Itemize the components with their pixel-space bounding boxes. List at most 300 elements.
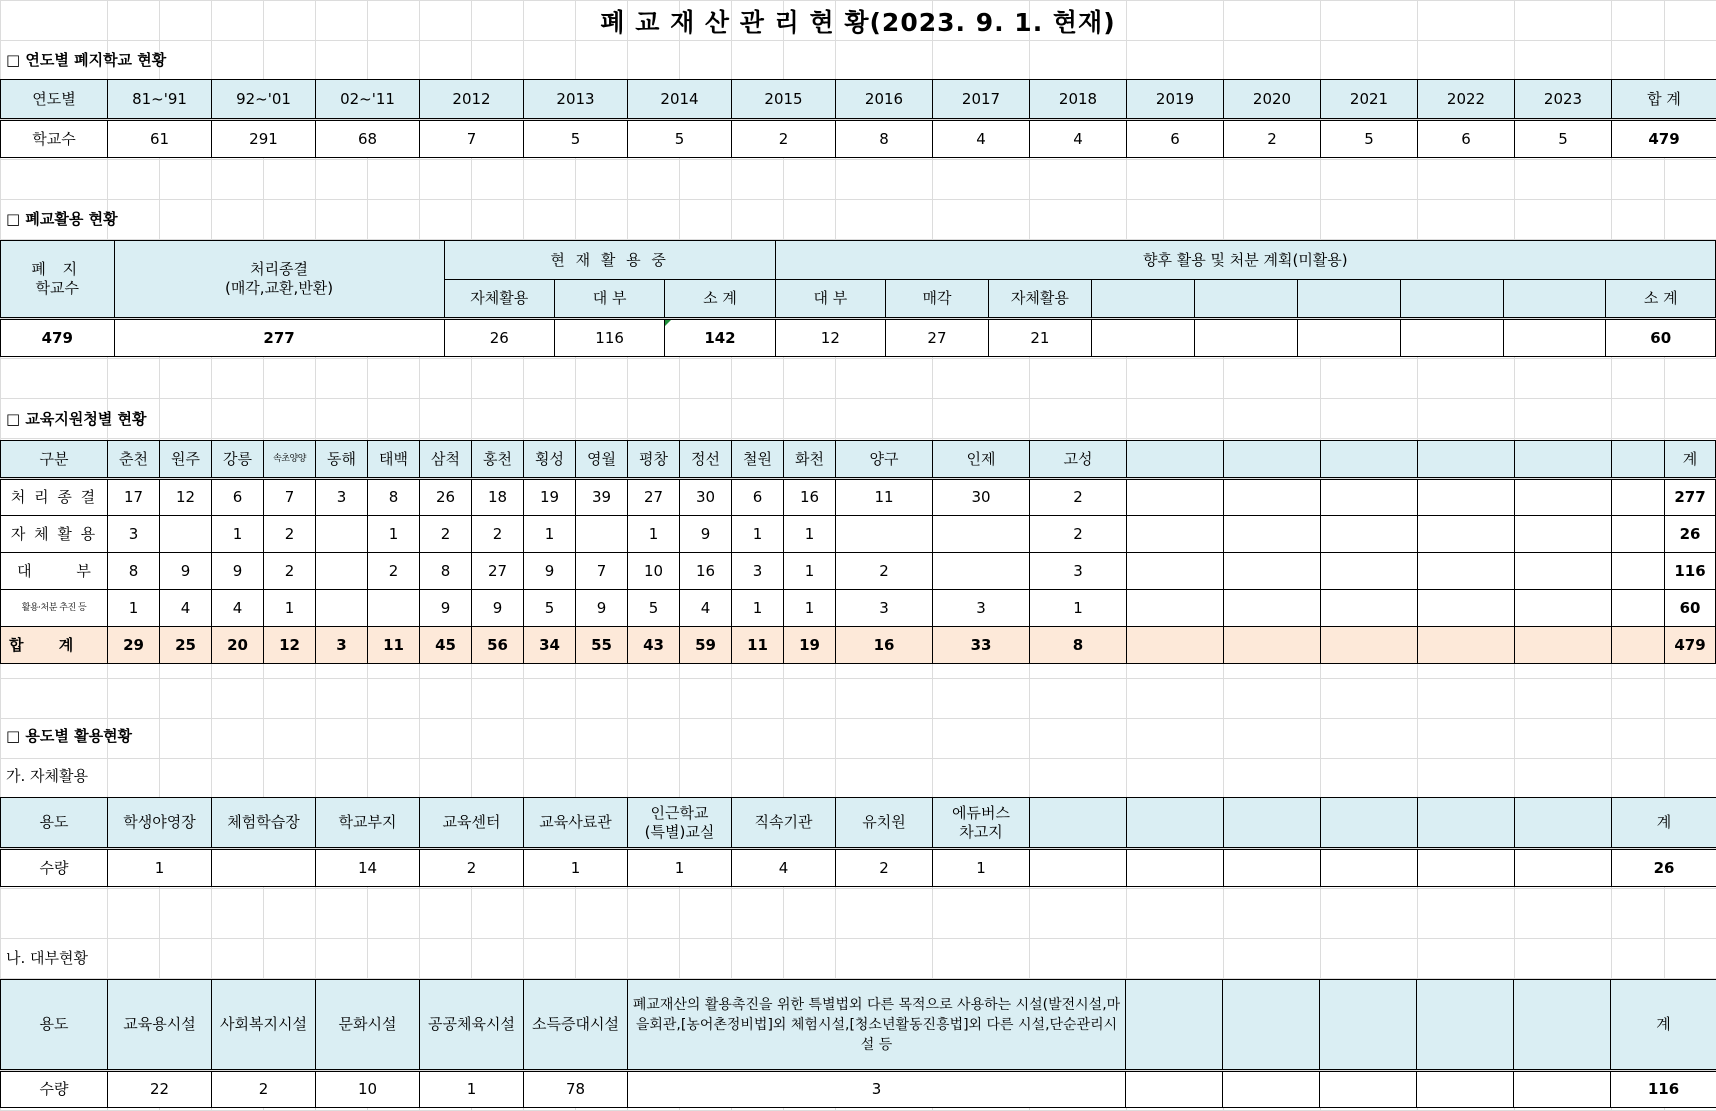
year-value-cell: 6 — [1127, 120, 1224, 158]
empty-cell — [1127, 627, 1224, 664]
empty-header — [1091, 280, 1194, 319]
gridline — [0, 199, 1716, 200]
empty-header — [1418, 798, 1515, 849]
office-value-cell: 9 — [212, 553, 264, 590]
office-value-cell: 3 — [933, 590, 1030, 627]
empty-cell — [1321, 479, 1418, 516]
office-value-cell: 11 — [836, 479, 933, 516]
current-lease-value: 116 — [554, 319, 664, 357]
gridline — [0, 159, 1716, 160]
gridline — [0, 678, 1716, 679]
row-label: 수량 — [1, 1071, 108, 1108]
office-header-cell: 춘천 — [108, 441, 160, 479]
year-value-cell: 2 — [1224, 120, 1321, 158]
row-label: 수량 — [1, 849, 108, 887]
office-value-cell: 12 — [160, 479, 212, 516]
empty-header — [1297, 280, 1400, 319]
office-value-cell: 11 — [732, 627, 784, 664]
empty-cell — [1400, 319, 1503, 357]
empty-cell — [1321, 516, 1418, 553]
empty-header — [1321, 441, 1418, 479]
office-value-cell: 25 — [160, 627, 212, 664]
future-lease-value: 12 — [775, 319, 885, 357]
office-value-cell: 8 — [108, 553, 160, 590]
header-cell: 용도 — [1, 798, 108, 849]
year-value-cell: 7 — [420, 120, 524, 158]
office-value-cell — [160, 516, 212, 553]
office-value-cell: 18 — [472, 479, 524, 516]
office-value-cell: 55 — [576, 627, 628, 664]
gridline — [0, 0, 1716, 1]
office-value-cell: 3 — [108, 516, 160, 553]
empty-header — [1515, 441, 1612, 479]
office-value-cell: 1 — [368, 516, 420, 553]
row-label: 처 리 종 결 — [1, 479, 108, 516]
office-value-cell: 1 — [1030, 590, 1127, 627]
current-subtotal-text: 142 — [704, 329, 735, 347]
year-value-cell: 5 — [628, 120, 732, 158]
year-value-cell: 4 — [933, 120, 1030, 158]
office-value-cell: 3 — [1030, 553, 1127, 590]
office-value-cell: 8 — [368, 479, 420, 516]
office-value-cell: 2 — [264, 516, 316, 553]
office-value-cell: 45 — [420, 627, 472, 664]
office-value-cell: 9 — [472, 590, 524, 627]
office-value-cell: 16 — [836, 627, 933, 664]
office-value-cell: 7 — [264, 479, 316, 516]
office-value-cell: 33 — [933, 627, 1030, 664]
future-self-use-value: 21 — [988, 319, 1091, 357]
offices-data-row — [1, 479, 1716, 516]
offices-header-row — [1, 441, 1716, 479]
office-value-cell — [576, 516, 628, 553]
office-value-cell: 56 — [472, 627, 524, 664]
year-header-cell: 81~'91 — [108, 80, 212, 120]
gridline — [0, 758, 1716, 759]
empty-header — [1194, 280, 1297, 319]
lease-purpose-header-cell: 공공체육시설 — [420, 980, 524, 1071]
year-header-cell: 2020 — [1224, 80, 1321, 120]
completed-header — [114, 241, 444, 319]
year-header-cell: 2018 — [1030, 80, 1127, 120]
office-header-cell: 양구 — [836, 441, 933, 479]
empty-cell — [1321, 849, 1418, 887]
empty-header — [1514, 980, 1611, 1071]
office-value-cell: 9 — [524, 553, 576, 590]
empty-cell — [1224, 553, 1321, 590]
empty-cell — [1515, 590, 1612, 627]
future-plan-group-header: 향후 활용 및 처분 계획(미활용) — [775, 241, 1715, 280]
office-value-cell: 10 — [628, 553, 680, 590]
empty-header — [1612, 441, 1665, 479]
year-header-cell: 92~'01 — [212, 80, 316, 120]
year-value-cell: 2 — [732, 120, 836, 158]
office-value-cell: 19 — [784, 627, 836, 664]
current-self-use-value: 26 — [444, 319, 554, 357]
year-value-cell: 4 — [1030, 120, 1127, 158]
office-header-cell: 영월 — [576, 441, 628, 479]
office-value-cell: 3 — [316, 627, 368, 664]
header-cell: 용도 — [1, 980, 108, 1071]
year-header-cell: 2021 — [1321, 80, 1418, 120]
empty-header — [1127, 441, 1224, 479]
office-value-cell: 6 — [212, 479, 264, 516]
lease-purpose-value-cell: 22 — [108, 1071, 212, 1108]
section-heading-yearly: □ 연도별 폐지학교 현황 — [6, 50, 166, 70]
year-header-cell: 2019 — [1127, 80, 1224, 120]
year-header-cell: 2015 — [732, 80, 836, 120]
office-value-cell: 3 — [836, 590, 933, 627]
total-value-cell: 277 — [1665, 479, 1716, 516]
office-value-cell: 27 — [628, 479, 680, 516]
empty-cell — [1127, 849, 1224, 887]
purpose-value-cell: 1 — [933, 849, 1030, 887]
row-label: 대 부 — [1, 553, 108, 590]
office-value-cell — [316, 553, 368, 590]
empty-cell — [1127, 553, 1224, 590]
office-value-cell: 4 — [212, 590, 264, 627]
year-value-cell: 5 — [1321, 120, 1418, 158]
empty-cell — [1030, 849, 1127, 887]
purpose-value-cell — [212, 849, 316, 887]
empty-header — [1515, 798, 1612, 849]
lease-purpose-value-cell: 1 — [420, 1071, 524, 1108]
office-value-cell: 1 — [732, 590, 784, 627]
purpose-header-cell: 에듀버스 차고지 — [933, 798, 1030, 849]
empty-header — [1321, 798, 1418, 849]
empty-cell — [1297, 319, 1400, 357]
current-subtotal-value — [665, 319, 775, 357]
office-value-cell: 2 — [472, 516, 524, 553]
future-sale-value: 27 — [886, 319, 989, 357]
self-use-quantity-row — [1, 849, 1716, 887]
section-heading-offices: □ 교육지원청별 현황 — [6, 409, 147, 429]
office-value-cell — [836, 516, 933, 553]
office-header-cell: 고성 — [1030, 441, 1127, 479]
empty-cell — [1612, 590, 1665, 627]
year-header-cell: 2014 — [628, 80, 732, 120]
lease-purpose-value-cell: 78 — [524, 1071, 628, 1108]
empty-cell — [1320, 1071, 1417, 1108]
office-value-cell: 11 — [368, 627, 420, 664]
lease-header-row — [1, 980, 1716, 1071]
office-value-cell: 30 — [933, 479, 1030, 516]
year-value-cell: 291 — [212, 120, 316, 158]
total-value-cell: 116 — [1665, 553, 1716, 590]
subsection-self-use-title: 가. 자체활용 — [6, 766, 88, 786]
subsection-lease-title: 나. 대부현황 — [6, 948, 88, 968]
purpose-header-cell: 교육센터 — [420, 798, 524, 849]
year-header-cell: 2012 — [420, 80, 524, 120]
office-value-cell: 8 — [1030, 627, 1127, 664]
year-value-cell: 5 — [524, 120, 628, 158]
empty-cell — [1515, 553, 1612, 590]
usage-status-table — [0, 240, 1716, 357]
year-value-cell: 68 — [316, 120, 420, 158]
empty-cell — [1126, 1071, 1223, 1108]
year-value-cell: 61 — [108, 120, 212, 158]
office-value-cell: 1 — [108, 590, 160, 627]
office-value-cell: 29 — [108, 627, 160, 664]
empty-header — [1223, 980, 1320, 1071]
empty-header — [1503, 280, 1606, 319]
office-header-cell: 홍천 — [472, 441, 524, 479]
year-value-cell: 8 — [836, 120, 933, 158]
closed-schools-value: 479 — [1, 319, 115, 357]
purpose-header-cell: 체험학습장 — [212, 798, 316, 849]
page-title: 폐 교 재 산 관 리 현 황(2023. 9. 1. 현재) — [0, 4, 1716, 42]
office-value-cell: 16 — [680, 553, 732, 590]
yearly-header-row — [1, 80, 1716, 120]
office-value-cell: 1 — [264, 590, 316, 627]
lease-purpose-value-cell: 2 — [212, 1071, 316, 1108]
lease-quantity-row — [1, 1071, 1716, 1108]
empty-cell — [1418, 479, 1515, 516]
current-subtotal-header: 소 계 — [665, 280, 775, 319]
empty-cell — [1127, 516, 1224, 553]
future-subtotal-header: 소 계 — [1606, 280, 1716, 319]
office-value-cell: 30 — [680, 479, 732, 516]
row-label: 자 체 활 용 — [1, 516, 108, 553]
gridline — [0, 718, 1716, 719]
purpose-value-cell: 2 — [420, 849, 524, 887]
office-value-cell: 26 — [420, 479, 472, 516]
lease-purpose-header-cell: 문화시설 — [316, 980, 420, 1071]
year-header-cell: 2016 — [836, 80, 933, 120]
empty-cell — [1418, 590, 1515, 627]
closed-header-line1: 폐 지 — [1, 260, 114, 279]
total-value-cell: 26 — [1612, 849, 1716, 887]
total-header-cell: 계 — [1611, 980, 1716, 1071]
usage-value-row — [1, 319, 1716, 357]
cell-comment-marker — [665, 320, 671, 326]
lease-purpose-header-cell: 교육용시설 — [108, 980, 212, 1071]
empty-cell — [1418, 849, 1515, 887]
empty-cell — [1418, 553, 1515, 590]
completed-header-line1: 처리종결 — [115, 260, 444, 279]
office-value-cell: 6 — [732, 479, 784, 516]
purpose-value-cell: 14 — [316, 849, 420, 887]
purpose-header-cell: 학생야영장 — [108, 798, 212, 849]
office-header-cell: 횡성 — [524, 441, 576, 479]
empty-cell — [1091, 319, 1194, 357]
office-value-cell: 5 — [628, 590, 680, 627]
year-header-cell: 2023 — [1515, 80, 1612, 120]
office-value-cell — [368, 590, 420, 627]
offices-data-row — [1, 516, 1716, 553]
office-header-cell: 정선 — [680, 441, 732, 479]
purpose-header-cell: 학교부지 — [316, 798, 420, 849]
year-header-cell: 2022 — [1418, 80, 1515, 120]
office-value-cell: 1 — [212, 516, 264, 553]
lease-purpose-value-cell: 10 — [316, 1071, 420, 1108]
row-label: 합 계 — [1, 627, 108, 664]
purpose-value-cell: 1 — [524, 849, 628, 887]
office-value-cell: 7 — [576, 553, 628, 590]
office-value-cell: 5 — [524, 590, 576, 627]
row-label: 활용·처분 추진 등 — [1, 590, 108, 627]
offices-data-row — [1, 590, 1716, 627]
empty-header — [1127, 798, 1224, 849]
gridline — [0, 358, 1716, 359]
row-label: 학교수 — [1, 120, 108, 158]
office-value-cell: 1 — [628, 516, 680, 553]
office-value-cell: 16 — [784, 479, 836, 516]
empty-header — [1320, 980, 1417, 1071]
office-value-cell: 4 — [680, 590, 732, 627]
office-value-cell: 9 — [420, 590, 472, 627]
empty-cell — [1515, 849, 1612, 887]
office-header-cell: 동해 — [316, 441, 368, 479]
office-header-cell: 철원 — [732, 441, 784, 479]
completed-header-line2: (매각,교환,반환) — [115, 279, 444, 298]
empty-cell — [1612, 627, 1665, 664]
future-subtotal-value: 60 — [1606, 319, 1716, 357]
office-value-cell: 2 — [1030, 516, 1127, 553]
empty-cell — [1612, 553, 1665, 590]
completed-value: 277 — [114, 319, 444, 357]
empty-header — [1400, 280, 1503, 319]
office-value-cell: 2 — [420, 516, 472, 553]
office-value-cell: 3 — [732, 553, 784, 590]
empty-cell — [1321, 590, 1418, 627]
office-value-cell: 1 — [784, 590, 836, 627]
empty-cell — [1418, 627, 1515, 664]
office-value-cell: 1 — [732, 516, 784, 553]
empty-cell — [1224, 627, 1321, 664]
office-value-cell: 3 — [316, 479, 368, 516]
total-value-cell: 60 — [1665, 590, 1716, 627]
office-value-cell: 2 — [264, 553, 316, 590]
office-value-cell: 20 — [212, 627, 264, 664]
empty-cell — [1224, 849, 1321, 887]
empty-header — [1030, 798, 1127, 849]
total-header-cell: 합 계 — [1612, 80, 1716, 120]
lease-purpose-header-cell: 폐교재산의 활용촉진을 위한 특별법외 다른 목적으로 사용하는 시설(발전시설,마을회관,[농어촌정비법]외 체험시설,[청소년활동진흥법]외 다른 시설,단순관리시설 등 — [628, 980, 1126, 1071]
office-header-cell: 원주 — [160, 441, 212, 479]
empty-cell — [1515, 479, 1612, 516]
year-header-cell: 2013 — [524, 80, 628, 120]
header-cell: 연도별 — [1, 80, 108, 120]
empty-cell — [1224, 479, 1321, 516]
total-value-cell: 479 — [1665, 627, 1716, 664]
empty-cell — [1612, 479, 1665, 516]
office-header-cell: 평창 — [628, 441, 680, 479]
office-value-cell: 9 — [680, 516, 732, 553]
office-value-cell — [933, 516, 1030, 553]
office-value-cell: 39 — [576, 479, 628, 516]
offices-sum-row — [1, 627, 1716, 664]
empty-cell — [1321, 627, 1418, 664]
office-header-cell: 강릉 — [212, 441, 264, 479]
self-use-header-row — [1, 798, 1716, 849]
empty-header — [1224, 798, 1321, 849]
gridline — [0, 398, 1716, 399]
current-lease-header: 대 부 — [554, 280, 664, 319]
empty-cell — [1223, 1071, 1320, 1108]
empty-header — [1224, 441, 1321, 479]
empty-cell — [1224, 590, 1321, 627]
total-value-cell: 116 — [1611, 1071, 1716, 1108]
empty-cell — [1194, 319, 1297, 357]
office-value-cell: 27 — [472, 553, 524, 590]
empty-cell — [1224, 516, 1321, 553]
office-value-cell: 4 — [160, 590, 212, 627]
yearly-count-row — [1, 120, 1716, 158]
gridline — [0, 938, 1716, 939]
total-value-cell: 26 — [1665, 516, 1716, 553]
usage-header-row-1 — [1, 241, 1716, 280]
future-lease-header: 대 부 — [775, 280, 885, 319]
office-header-cell: 속초양양 — [264, 441, 316, 479]
year-header-cell: 2017 — [933, 80, 1030, 120]
year-value-cell: 5 — [1515, 120, 1612, 158]
lease-purpose-header-cell: 소득증대시설 — [524, 980, 628, 1071]
office-value-cell — [933, 553, 1030, 590]
office-header-cell: 삼척 — [420, 441, 472, 479]
office-value-cell: 8 — [420, 553, 472, 590]
office-value-cell: 12 — [264, 627, 316, 664]
empty-header — [1126, 980, 1223, 1071]
current-use-group-header: 현 재 활 용 중 — [444, 241, 775, 280]
office-header-cell: 태백 — [368, 441, 420, 479]
lease-purpose-header-cell: 사회복지시설 — [212, 980, 316, 1071]
office-value-cell: 17 — [108, 479, 160, 516]
purpose-header-cell: 유치원 — [836, 798, 933, 849]
purpose-value-cell: 1 — [108, 849, 212, 887]
office-header-cell: 인제 — [933, 441, 1030, 479]
office-value-cell: 34 — [524, 627, 576, 664]
total-value-cell: 479 — [1612, 120, 1716, 158]
section-heading-purpose: □ 용도별 활용현황 — [6, 726, 132, 746]
purpose-header-cell: 교육사료관 — [524, 798, 628, 849]
office-value-cell: 1 — [784, 553, 836, 590]
office-value-cell — [316, 516, 368, 553]
office-header-cell: 화천 — [784, 441, 836, 479]
total-header-cell: 계 — [1612, 798, 1716, 849]
empty-header — [1417, 980, 1514, 1071]
office-value-cell: 19 — [524, 479, 576, 516]
header-cell: 구분 — [1, 441, 108, 479]
office-value-cell: 2 — [1030, 479, 1127, 516]
year-value-cell: 6 — [1418, 120, 1515, 158]
closed-schools-header — [1, 241, 115, 319]
gridline — [0, 888, 1716, 889]
office-value-cell: 9 — [576, 590, 628, 627]
empty-header — [1418, 441, 1515, 479]
section-heading-usage: □ 폐교활용 현황 — [6, 209, 118, 229]
offices-data-row — [1, 553, 1716, 590]
office-value-cell — [316, 590, 368, 627]
empty-cell — [1503, 319, 1606, 357]
empty-cell — [1321, 553, 1418, 590]
office-value-cell: 1 — [524, 516, 576, 553]
yearly-closed-schools-table — [0, 79, 1716, 158]
lease-purpose-table — [0, 979, 1716, 1108]
total-header-cell: 계 — [1665, 441, 1716, 479]
office-value-cell: 43 — [628, 627, 680, 664]
future-sale-header: 매각 — [886, 280, 989, 319]
gridline — [0, 438, 1716, 439]
office-value-cell: 9 — [160, 553, 212, 590]
office-value-cell: 1 — [784, 516, 836, 553]
empty-cell — [1515, 516, 1612, 553]
purpose-header-cell: 인근학교 (특별)교실 — [628, 798, 732, 849]
purpose-value-cell: 1 — [628, 849, 732, 887]
closed-header-line2: 학교수 — [1, 279, 114, 298]
empty-cell — [1418, 516, 1515, 553]
offices-table — [0, 440, 1716, 664]
